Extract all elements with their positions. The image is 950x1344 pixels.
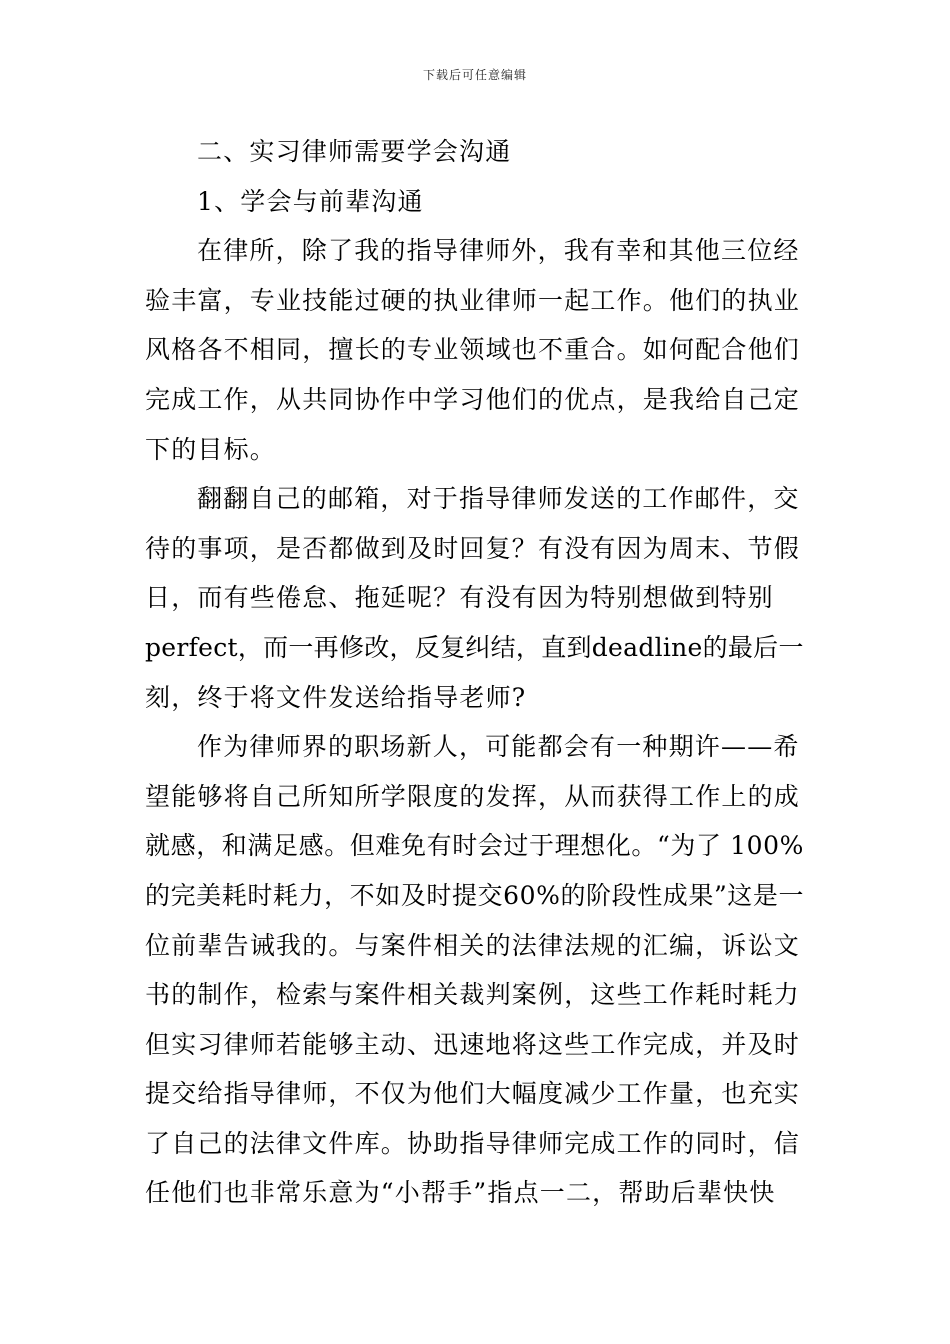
document-body bbox=[145, 127, 807, 1218]
text-line: 在律所，除了我的指导律师外，我有幸和其他三位经 bbox=[197, 236, 800, 266]
text-line: 作为律师界的职场新人，可能都会有一种期许——希 bbox=[197, 732, 800, 762]
text-line: perfect，而一再修改，反复纠结，直到deadline的最后一 bbox=[145, 632, 804, 662]
text-line: 1、学会与前辈沟通 bbox=[197, 186, 424, 216]
text-line: 望能够将自己所知所学限度的发挥，从而获得工作上的成 bbox=[145, 781, 801, 811]
text-line: 就感，和满足感。但难免有时会过于理想化。“为了 100% bbox=[145, 831, 805, 861]
header-note: 下载后可任意编辑 bbox=[422, 68, 527, 82]
text-line: 刻，终于将文件发送给指导老师? bbox=[145, 682, 527, 712]
text-line: 了自己的法律文件库。协助指导律师完成工作的同时，信 bbox=[145, 1128, 801, 1158]
text-line: 完成工作，从共同协作中学习他们的优点，是我给自己定 bbox=[145, 384, 801, 414]
text-line: 风格各不相同，擅长的专业领域也不重合。如何配合他们 bbox=[145, 335, 801, 365]
text-line: 二、实习律师需要学会沟通 bbox=[197, 137, 512, 166]
text-line: 书的制作，检索与案件相关裁判案例，这些工作耗时耗力 bbox=[145, 980, 801, 1010]
text-line: 提交给指导律师，不仅为他们大幅度减少工作量，也充实 bbox=[145, 1079, 801, 1109]
text-line: 但实习律师若能够主动、迅速地将这些工作完成，并及时 bbox=[145, 1029, 801, 1059]
text-line: 翻翻自己的邮箱，对于指导律师发送的工作邮件，交 bbox=[197, 484, 800, 514]
text-line: 待的事项，是否都做到及时回复？有没有因为周末、节假 bbox=[145, 533, 801, 563]
text-line: 下的目标。 bbox=[145, 434, 277, 464]
text-line: 验丰富，专业技能过硬的执业律师一起工作。他们的执业 bbox=[145, 285, 801, 315]
text-line: 的完美耗时耗力，不如及时提交60%的阶段性成果”这是一 bbox=[145, 880, 805, 910]
text-line: 日，而有些倦怠、拖延呢？有没有因为特别想做到特别 bbox=[145, 583, 774, 613]
text-line: 任他们也非常乐意为“小帮手”指点一二，帮助后辈快快 bbox=[145, 1178, 776, 1208]
text-line: 位前辈告诫我的。与案件相关的法律法规的汇编，诉讼文 bbox=[145, 930, 801, 960]
